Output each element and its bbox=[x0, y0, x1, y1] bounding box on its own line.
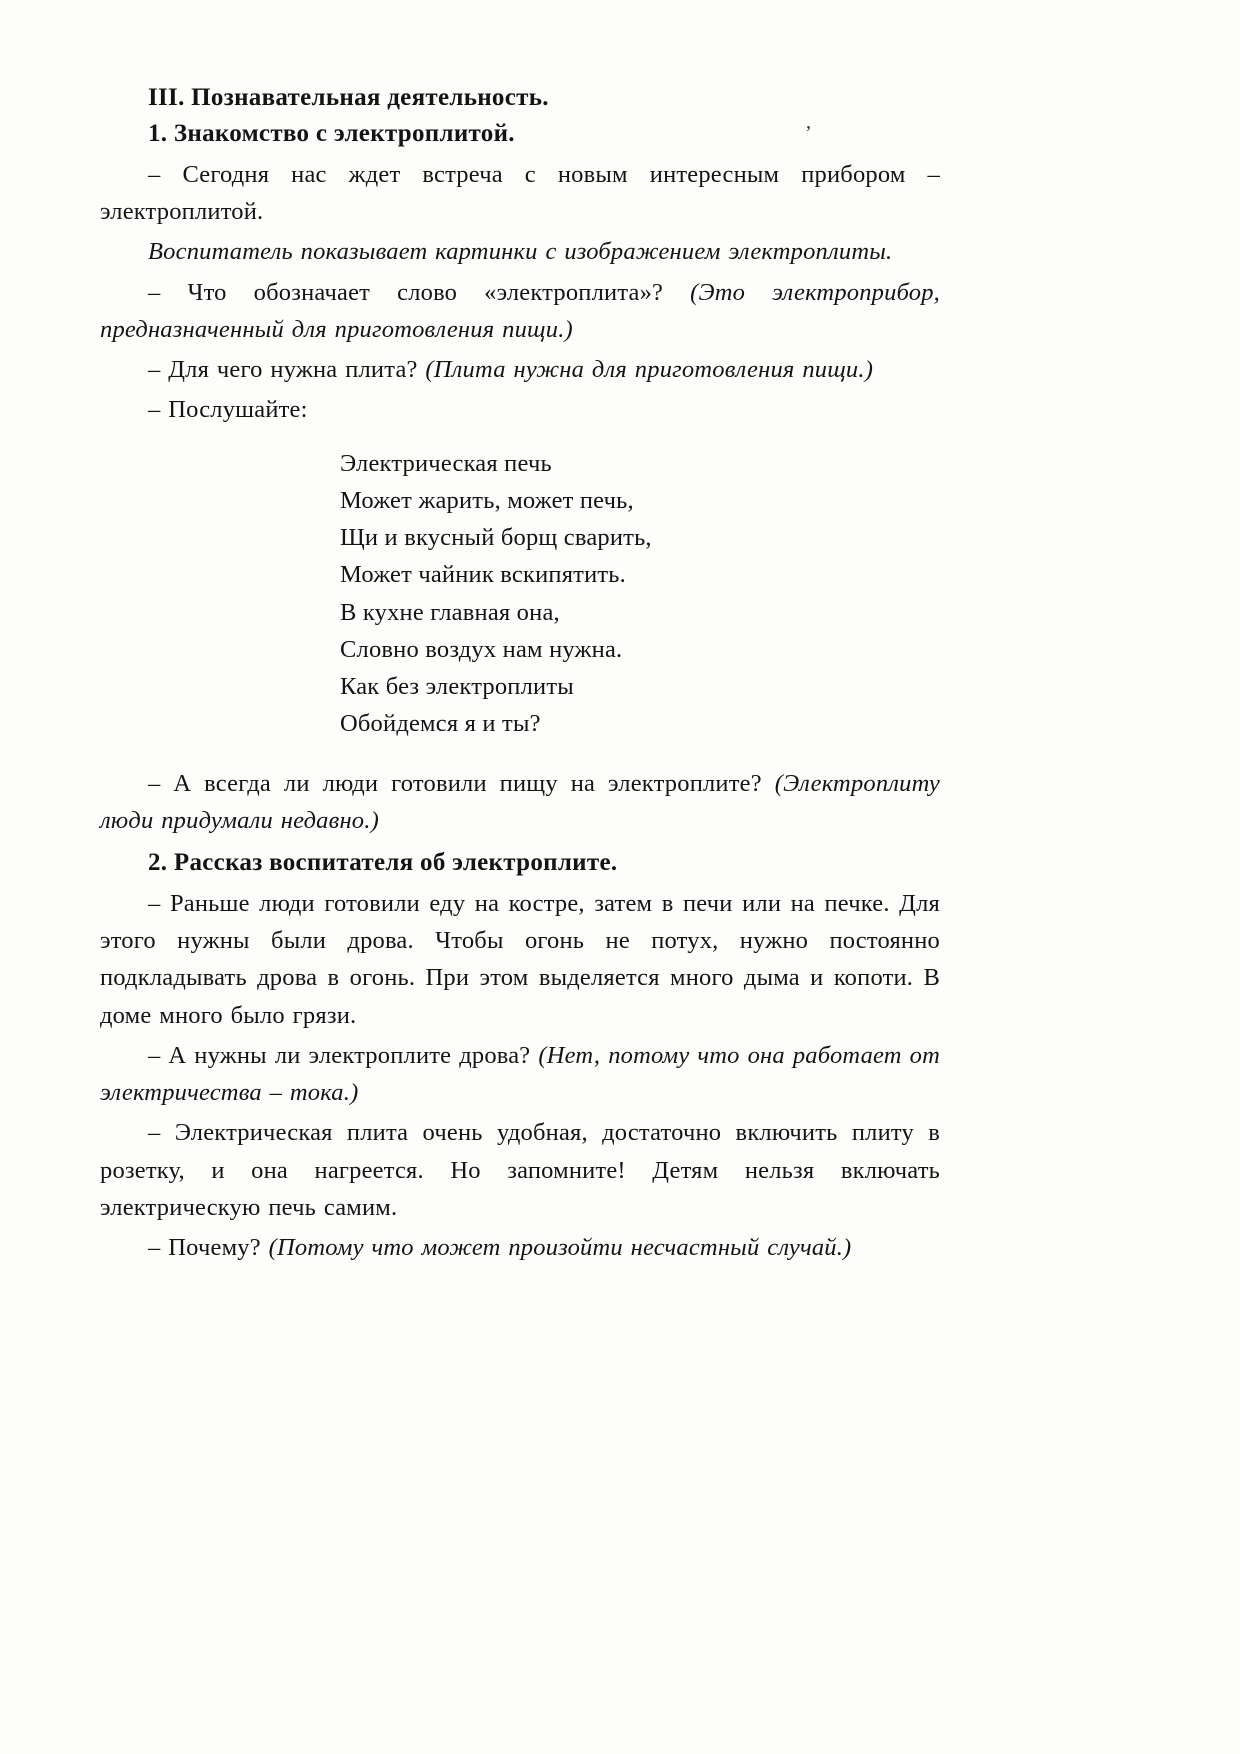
intro-paragraph: – Сегодня нас ждет встреча с новым интересным прибором – электроплитой. bbox=[100, 161, 940, 226]
poem-line: Может жарить, может печь, bbox=[340, 486, 634, 514]
teacher-action-note: Воспитатель показывает картинки с изображением электроплиты. bbox=[148, 238, 893, 266]
question-5-answer: (Потому что может произойти несчастный случай.) bbox=[268, 1234, 852, 1262]
poem-line: В кухне главная она, bbox=[340, 598, 560, 626]
question-2-text: – Для чего нужна плита? bbox=[148, 356, 426, 384]
question-3-text: – А всегда ли люди готовили пищу на электроплите? bbox=[148, 769, 775, 797]
question-2 bbox=[100, 351, 940, 388]
poem-line: Может чайник вскипятить. bbox=[340, 561, 626, 589]
poem-line: Обойдемся я и ты? bbox=[340, 710, 541, 738]
story-heading: 2. Рассказ воспитателя об электроплите. bbox=[148, 848, 618, 876]
question-1-answer: (Это электроприбор, предназначенный для приготовления пищи.) bbox=[100, 278, 940, 343]
section-heading: III. Познавательная деятельность. bbox=[148, 84, 549, 111]
poem-line: Электрическая печь bbox=[340, 449, 552, 477]
listen-prompt: – Послушайте: bbox=[148, 396, 308, 424]
poem-block bbox=[340, 445, 940, 743]
activity-heading: 1. Знакомство с электроплитой. bbox=[148, 120, 515, 147]
poem-line: Щи и вкусный борщ сварить, bbox=[340, 524, 652, 552]
story-paragraph-2: – Электрическая плита очень удобная, достаточно включить плиту в розетку, и она нагреется. Но запомните! Детям нельзя включать электрическую печь самим. bbox=[100, 1119, 940, 1221]
question-4-text: – А нужны ли электроплите дрова? bbox=[148, 1041, 539, 1069]
scan-artifact: ’ bbox=[805, 122, 812, 144]
question-5 bbox=[100, 1229, 940, 1266]
question-4-answer: (Нет, потому что она работает от электричества – тока.) bbox=[100, 1041, 941, 1107]
question-1 bbox=[100, 274, 940, 348]
question-2-answer: (Плита нужна для приготовления пищи.) bbox=[425, 356, 874, 384]
story-paragraph-1: – Раньше люди готовили еду на костре, затем в печи или на печке. Для этого нужны были дрова. Чтобы огонь не потух, нужно постоянно подкладывать дрова в огонь. При этом выделяется много дыма и копоти. В доме много было грязи. bbox=[100, 889, 940, 1029]
question-5-text: – Почему? bbox=[148, 1234, 269, 1262]
question-3-answer: (Электроплиту люди придумали недавно.) bbox=[100, 769, 940, 834]
question-1-text: – Что обозначает слово «электроплита»? bbox=[148, 278, 691, 306]
question-3 bbox=[100, 765, 940, 839]
poem-line: Словно воздух нам нужна. bbox=[340, 635, 623, 663]
question-4 bbox=[100, 1037, 940, 1111]
text-block bbox=[100, 84, 940, 1269]
poem-line: Как без электроплиты bbox=[340, 673, 574, 701]
